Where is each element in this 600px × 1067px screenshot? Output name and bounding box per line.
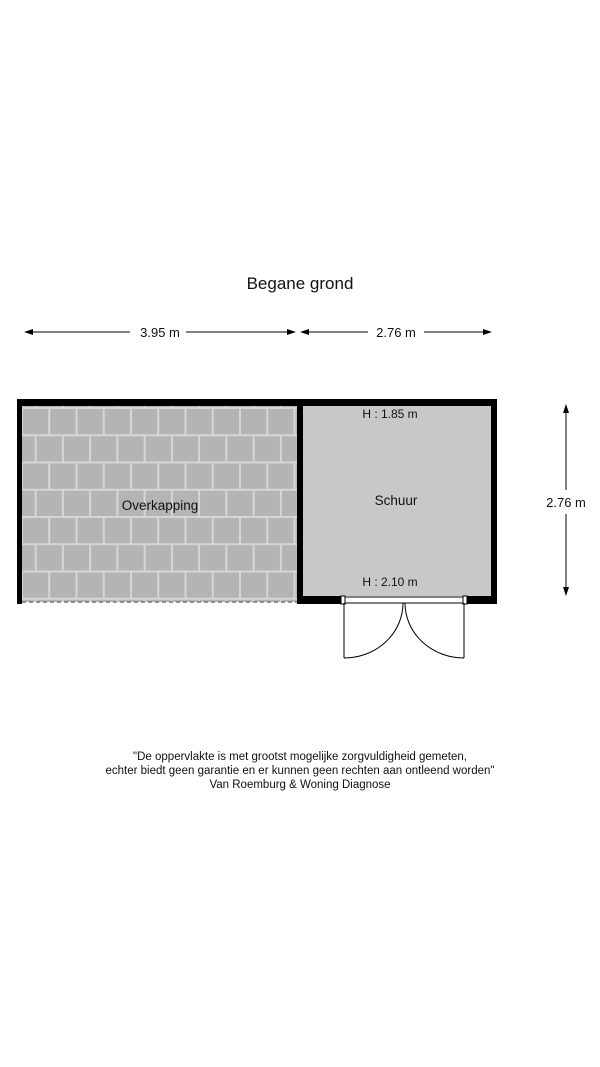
dimension-width-right (300, 325, 492, 340)
door-swing-right (405, 603, 464, 658)
dimension-width-left (24, 325, 296, 340)
dimension-width-left-label: 3.95 m (140, 325, 180, 340)
door-swing-left (344, 603, 403, 658)
room-label-schuur: Schuur (374, 493, 418, 508)
disclaimer-line-3: Van Roemburg & Woning Diagnose (209, 779, 391, 791)
disclaimer (0, 750, 600, 792)
floor-title: Begane grond (246, 274, 354, 293)
disclaimer-line-2: echter biedt geen garantie en er kunnen geen rechten aan ontleend worden" (105, 765, 495, 777)
dimension-width-right-label: 2.76 m (376, 325, 416, 340)
door-frame (341, 596, 467, 604)
schuur-height-top: H : 1.85 m (362, 407, 418, 421)
double-door (344, 603, 464, 658)
dimension-depth-right (546, 404, 586, 596)
schuur-height-bottom: H : 2.10 m (362, 575, 418, 589)
room-label-overkapping: Overkapping (121, 498, 199, 513)
dimension-depth-right-label: 2.76 m (546, 495, 586, 510)
disclaimer-line-1: "De oppervlakte is met grootst mogelijke zorgvuldigheid gemeten, (133, 751, 467, 763)
